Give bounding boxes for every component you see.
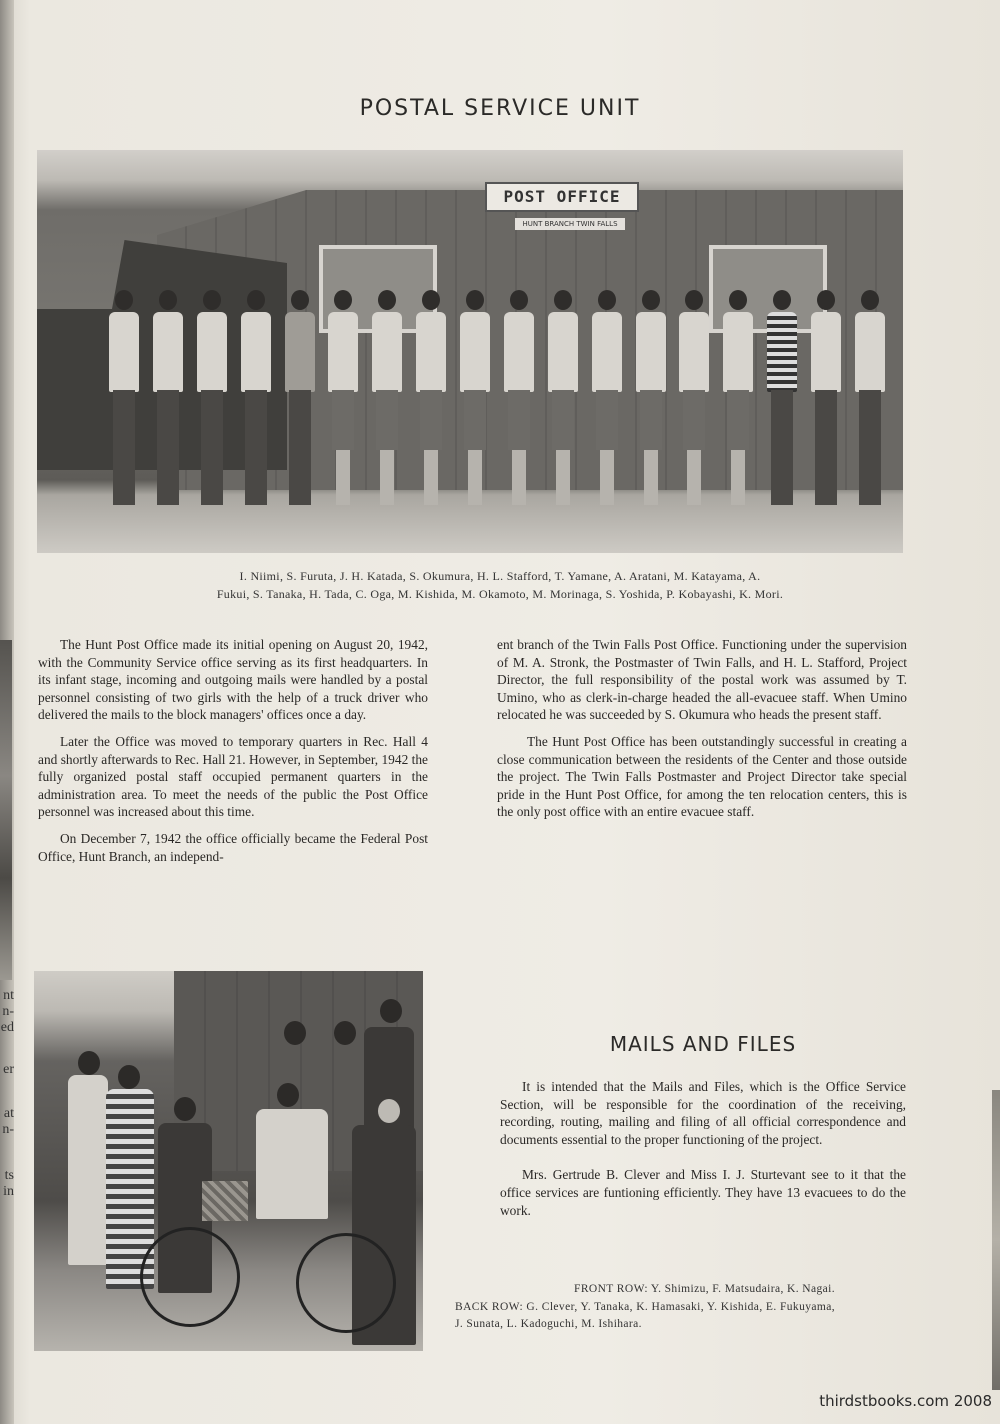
staff-group [107, 290, 887, 510]
hunt-branch-sign: HUNT BRANCH TWIN FALLS [515, 218, 625, 230]
person [721, 290, 755, 510]
margin-fragment: in [3, 1184, 14, 1199]
paragraph: Later the Office was moved to temporary quarters in Rec. Hall 4 and shortly afterwards to Rec. Hall 21. However, in September, 1942 the fully organized postal staff occupied permanent quarters in the administration area. To meet the needs of the public the Post Office personnel was increased about this time. [38, 733, 428, 820]
paragraph: The Hunt Post Office has been outstandingly successful in creating a close communication between the residents of the Center and those outside the project. The Twin Falls Postmaster and Project Director take special pride in the Hunt Post Office, for among the ten relocation centers, this is the only post office with an entire evacuee staff. [497, 733, 907, 820]
caption-line: I. Niimi, S. Furuta, J. H. Katada, S. Okumura, H. L. Stafford, T. Yamane, A. Aratani, M. Katayama, A. [239, 569, 761, 583]
person [853, 290, 887, 510]
article-column-right [497, 636, 907, 830]
person [546, 290, 580, 510]
margin-fragment: ts [4, 1168, 14, 1183]
caption-back-row: BACK ROW: G. Clever, Y. Tanaka, K. Hamasaki, Y. Kishida, E. Fukuyama, J. Sunata, L. Kadoguchi, M. Ishihara. [455, 1300, 835, 1330]
bicycle-wheel [140, 1227, 240, 1327]
person [370, 290, 404, 510]
person [765, 290, 799, 510]
margin-fragment: n- [2, 1004, 14, 1019]
paragraph: ent branch of the Twin Falls Post Office. Functioning under the supervision of M. A. Stronk, the Postmaster of Twin Falls, and H. L. Stafford, Project Director, the full responsibility of the postal work was assumed by T. Umino, who as clerk-in-charge headed the all-evacuee staff. When Umino relocated he was succeeded by S. Okumura who heads the present staff. [497, 637, 907, 723]
article-column-left [38, 636, 428, 874]
photo2-caption [455, 1281, 835, 1334]
page-title: POSTAL SERVICE UNIT [359, 96, 641, 121]
paragraph: Mrs. Gertrude B. Clever and Miss I. J. Sturtevant see to it that the office services are funtioning efficiently. They have 13 evacuees to do the work. [500, 1167, 906, 1218]
post-office-sign: POST OFFICE [485, 182, 639, 212]
person-head [277, 1083, 299, 1107]
person-head [378, 1099, 400, 1123]
person [256, 1109, 328, 1219]
person-head [78, 1051, 100, 1075]
bicycle-wheel [296, 1233, 396, 1333]
person [677, 290, 711, 510]
mails-and-files-staff-photo [34, 971, 423, 1351]
person [458, 290, 492, 510]
person [502, 290, 536, 510]
paragraph: The Hunt Post Office made its initial opening on August 20, 1942, with the Community Service office serving as its first headquarters. In its infant stage, incoming and outgoing mails were handled by a postal personnel consisting of two girls with the help of a truck driver who delivered the mails to the block managers' offices once a day. [38, 637, 428, 723]
person [809, 290, 843, 510]
person-head [284, 1021, 306, 1045]
margin-fragment: at [3, 1106, 14, 1121]
person [151, 290, 185, 510]
person [195, 290, 229, 510]
person [414, 290, 448, 510]
post-office-staff-photo [37, 150, 903, 553]
caption-front-row: FRONT ROW: Y. Shimizu, F. Matsudaira, K. Nagai. [574, 1283, 835, 1295]
person [590, 290, 624, 510]
person [634, 290, 668, 510]
person-head [174, 1097, 196, 1121]
person [326, 290, 360, 510]
person-head [118, 1065, 140, 1089]
person [107, 290, 141, 510]
paragraph: On December 7, 1942 the office officially became the Federal Post Office, Hunt Branch, an independ- [38, 830, 428, 864]
adjacent-page-edge [0, 640, 12, 980]
person [283, 290, 317, 510]
photo1-caption [100, 567, 900, 603]
adjacent-page-edge-right [992, 1090, 1000, 1390]
section-heading: MAILS AND FILES [609, 1032, 797, 1056]
person [68, 1075, 108, 1265]
caption-line: Fukui, S. Tanaka, H. Tada, C. Oga, M. Kishida, M. Okamoto, M. Morinaga, S. Yoshida, P. Kobayashi, K. Mori. [216, 587, 784, 601]
watermark: thirdstbooks.com 2008 [819, 1392, 992, 1410]
margin-fragment: n- [2, 1122, 14, 1137]
mails-column [500, 1078, 906, 1237]
margin-fragment: ed [0, 1020, 14, 1035]
person [239, 290, 273, 510]
person-head [334, 1021, 356, 1045]
bicycle-basket [202, 1181, 248, 1221]
person-head [380, 999, 402, 1023]
margin-fragment: er [3, 1062, 14, 1077]
paragraph: It is intended that the Mails and Files, which is the Office Service Section, will be responsible for the coordination of the receiving, recording, routing, mailing and filing of all official correspondence and documents essential to the proper functioning of the project. [500, 1079, 906, 1147]
margin-fragment: nt [3, 988, 14, 1003]
